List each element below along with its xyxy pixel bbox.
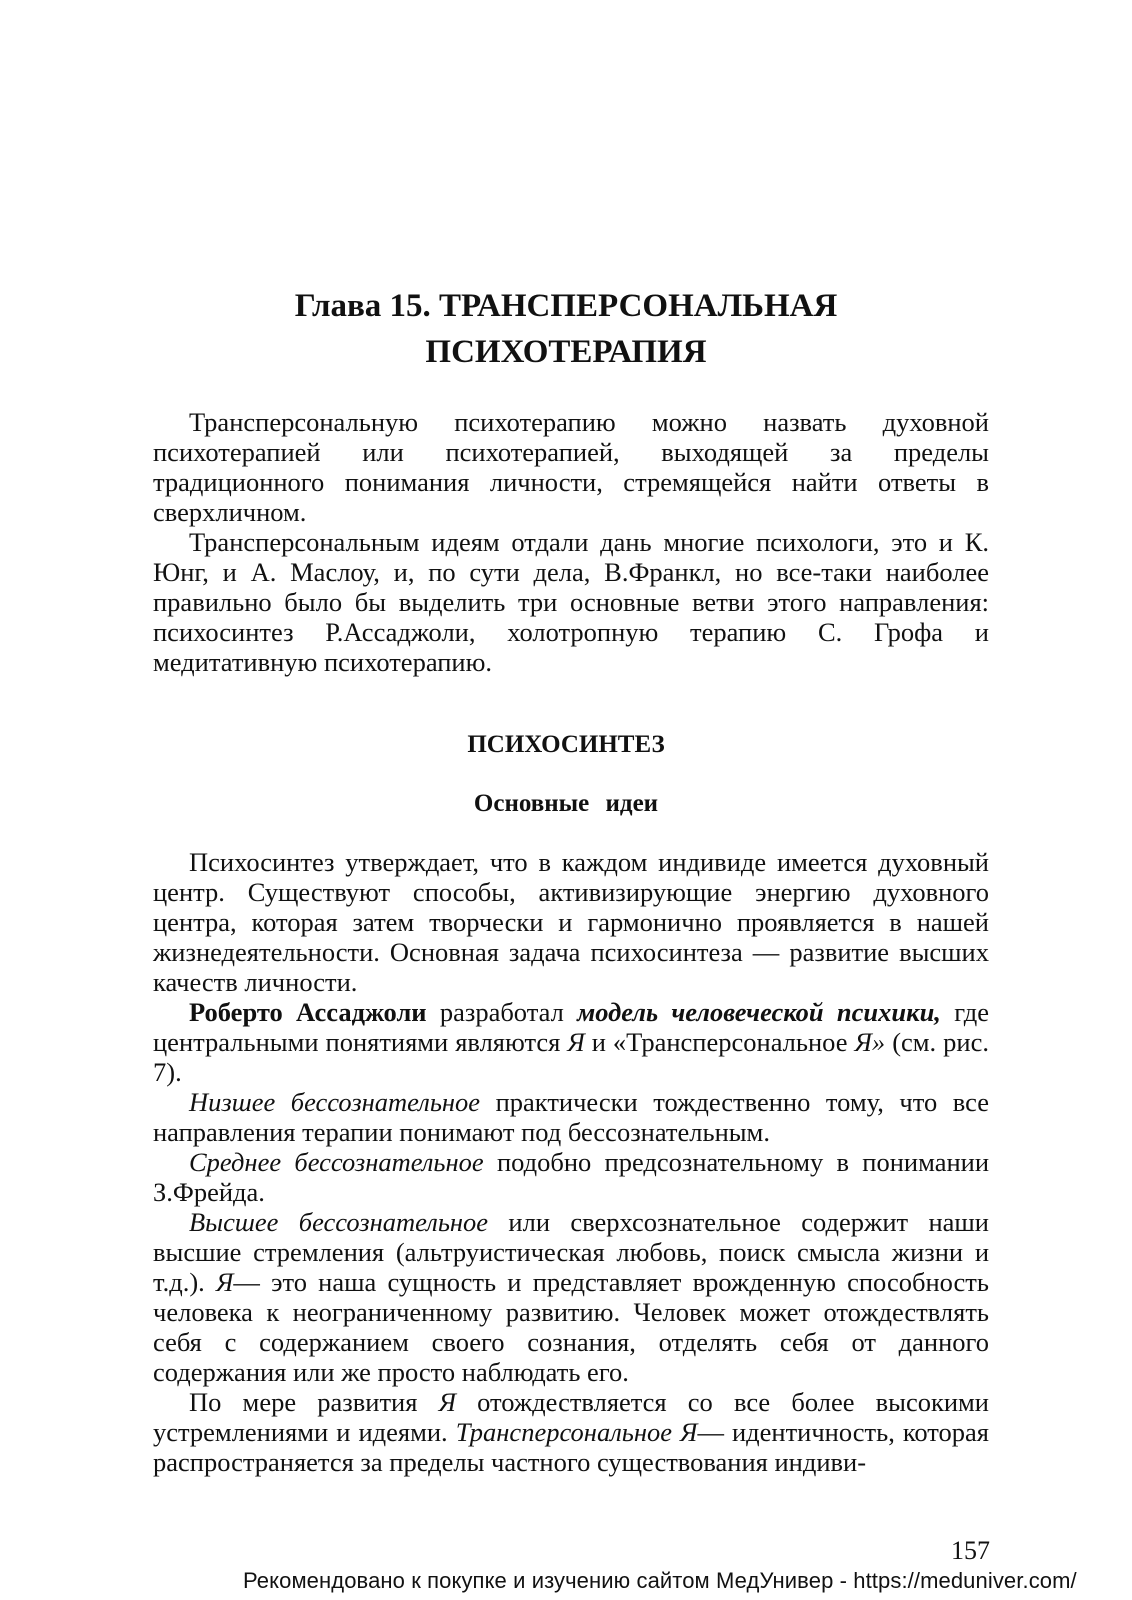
ps-p2-text-1: разработал	[426, 997, 578, 1027]
lower-unconscious-term: Низшее бессознательное	[189, 1087, 481, 1117]
ps-p6-text-2: отождествляется со все более высокими устремлениями и идеями.	[153, 1387, 989, 1447]
section-title: ПСИХОСИНТЕЗ	[467, 731, 665, 758]
ps-p2-text-2: где центральными понятиями являются	[153, 997, 989, 1057]
page-number: 157	[951, 1536, 990, 1565]
ps-paragraph-6	[153, 1387, 989, 1477]
ps-p2-text-4: (см. рис. 7).	[153, 1027, 989, 1087]
ps-p4-text: подобно предсознательному в понимании З.Фрейда.	[153, 1147, 990, 1207]
ps-p6-text-1: По мере развития	[189, 1387, 439, 1417]
ps-paragraph-4	[153, 1147, 989, 1207]
ps-paragraph-1: Психосинтез утверждает, что в каждом индивиде имеется духовный центр. Существуют способы, активизирующие энергию духовного центра, которая затем творчески и гармонично проявляется в нашей жизнедеятельности. Основная задача психосинтеза — развитие высших качеств личности.	[153, 847, 989, 997]
subsection-title: Основные идеи	[473, 790, 659, 817]
ps-p2-text-3: и «Трансперсональное	[584, 1027, 855, 1057]
ya-term-4: Я	[438, 1387, 456, 1417]
chapter-title-line-2: ПСИХОТЕРАПИЯ	[425, 334, 707, 370]
middle-unconscious-term: Среднее бессознательное	[189, 1147, 484, 1177]
chapter-title-line-1: Глава 15. ТРАНСПЕРСОНАЛЬНАЯ	[294, 288, 838, 324]
ps-p6-text-3: — идентичность, которая распространяется за пределы частного существования индиви-	[153, 1417, 989, 1477]
ps-paragraph-5	[153, 1207, 989, 1387]
intro-paragraph-1: Трансперсональную психотерапию можно назвать духовной психотерапией или психотерапией, выходящей за пределы традиционного понимания личности, стремящейся найти ответы в сверхличном.	[153, 407, 989, 527]
model-term: модель человеческой психики,	[577, 997, 941, 1027]
intro-text	[153, 407, 989, 677]
higher-unconscious-term: Высшее бессознательное	[189, 1207, 489, 1237]
author-name: Роберто Ассаджоли	[189, 997, 427, 1027]
ya-term: Я	[567, 1027, 585, 1057]
footer-note: Рекомендовано к покупке и изучению сайтом МедУнивер - https://meduniver.com/	[243, 1568, 1077, 1593]
ps-p5-text-2: — это наша сущность и представляет врожденную способность человека к неограниченному развитию. Человек может отождествлять себя с содержанием своего сознания, отделять себя от данного содержания или же просто наблюдать его.	[153, 1267, 989, 1387]
ps-paragraph-2	[153, 997, 989, 1087]
ps-p3-text: практически тождественно тому, что все направления терапии понимают под бессознательным.	[153, 1087, 989, 1147]
chapter-title	[0, 283, 1132, 375]
psychosynthesis-text	[153, 847, 989, 1477]
ya-term-2: Я»	[854, 1027, 886, 1057]
ya-term-3: Я	[215, 1267, 234, 1297]
transpersonal-self-term: Трансперсональное Я	[455, 1417, 698, 1447]
ps-p5-text-1: или сверхсознательное содержит наши высшие стремления (альтруистическая любовь, поиск смысла жизни и т.д.).	[153, 1207, 989, 1297]
intro-paragraph-2: Трансперсональным идеям отдали дань многие психологи, это и К. Юнг, и А. Маслоу, и, по сути дела, В.Франкл, но все-таки наиболее правильно было бы выделить три основные ветви этого направления: психосинтез Р.Ассаджоли, холотропную терапию С. Грофа и медитативную психотерапию.	[153, 527, 989, 677]
ps-paragraph-3	[153, 1087, 989, 1147]
